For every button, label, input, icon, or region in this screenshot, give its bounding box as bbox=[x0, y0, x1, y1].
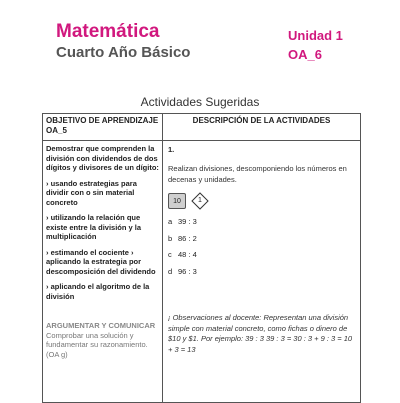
diamond-label: 1 bbox=[198, 197, 202, 204]
objective-cell bbox=[43, 141, 163, 403]
item-letter: d bbox=[168, 266, 173, 276]
diamond-icon bbox=[191, 192, 209, 210]
list-item bbox=[168, 266, 355, 283]
objective-item: › estimando el cociente › aplicando la estrategia por descomposición del dividendo bbox=[46, 247, 156, 276]
activity-icons bbox=[168, 192, 355, 210]
argue-text: Comprobar una solución y fundamentar su razonamiento. (OA g) bbox=[46, 330, 148, 359]
description-cell bbox=[163, 141, 361, 403]
subject-title: Matemática bbox=[56, 21, 160, 42]
list-item bbox=[168, 216, 355, 233]
item-expression: 96 : 3 bbox=[178, 266, 197, 276]
oa-label: OA_6 bbox=[288, 47, 322, 62]
table-header-row bbox=[43, 114, 361, 141]
list-item bbox=[168, 233, 355, 250]
teacher-note: ¡ Observaciones al docente: Representan una división simple con material concreto, como fichas o dinero de $10 y $1. Por ejemplo: 39 : 3 39 : 3 = 30 : 3 + 9 : 3 = 10 + 3 = 13 bbox=[168, 313, 353, 354]
activity-number: 1. bbox=[168, 145, 175, 154]
header-right bbox=[288, 28, 343, 63]
activity-instruction: Realizan divisiones, descomponiendo los números en decenas y unidades. bbox=[168, 164, 347, 184]
description-header: DESCRIPCIÓN DE LA ACTIVIDADES bbox=[163, 114, 361, 141]
item-letter: c bbox=[168, 250, 172, 259]
ten-block-label: 10 bbox=[173, 197, 181, 205]
grade-title: Cuarto Año Básico bbox=[56, 44, 191, 61]
list-item bbox=[168, 249, 355, 266]
activities-table bbox=[42, 113, 361, 403]
item-expression: 86 : 2 bbox=[178, 233, 197, 243]
table-body-row bbox=[43, 141, 361, 403]
argue-title: ARGUMENTAR Y COMUNICAR bbox=[46, 321, 156, 330]
exercise-list bbox=[168, 216, 355, 282]
item-expression: 39 : 3 bbox=[178, 217, 197, 226]
ten-block-icon bbox=[168, 193, 186, 209]
objective-item: Demostrar que comprenden la división con dividendos de dos dígitos y divisores de un dígito: bbox=[46, 144, 159, 172]
item-expression: 48 : 4 bbox=[178, 250, 197, 259]
objective-item: › usando estrategias para dividir con o sin material concreto bbox=[46, 178, 137, 207]
argue-block bbox=[46, 321, 159, 359]
objective-header: OBJETIVO DE APRENDIZAJE OA_5 bbox=[43, 114, 163, 141]
unit-label: Unidad 1 bbox=[288, 28, 343, 43]
section-title: Actividades Sugeridas bbox=[140, 95, 260, 109]
item-letter: b bbox=[168, 233, 173, 243]
objective-item: › utilizando la relación que existe entre la división y la multiplicación bbox=[46, 213, 142, 241]
item-letter: a bbox=[168, 217, 173, 226]
header-left bbox=[56, 22, 190, 63]
objective-item: › aplicando el algoritmo de la división bbox=[46, 282, 150, 301]
